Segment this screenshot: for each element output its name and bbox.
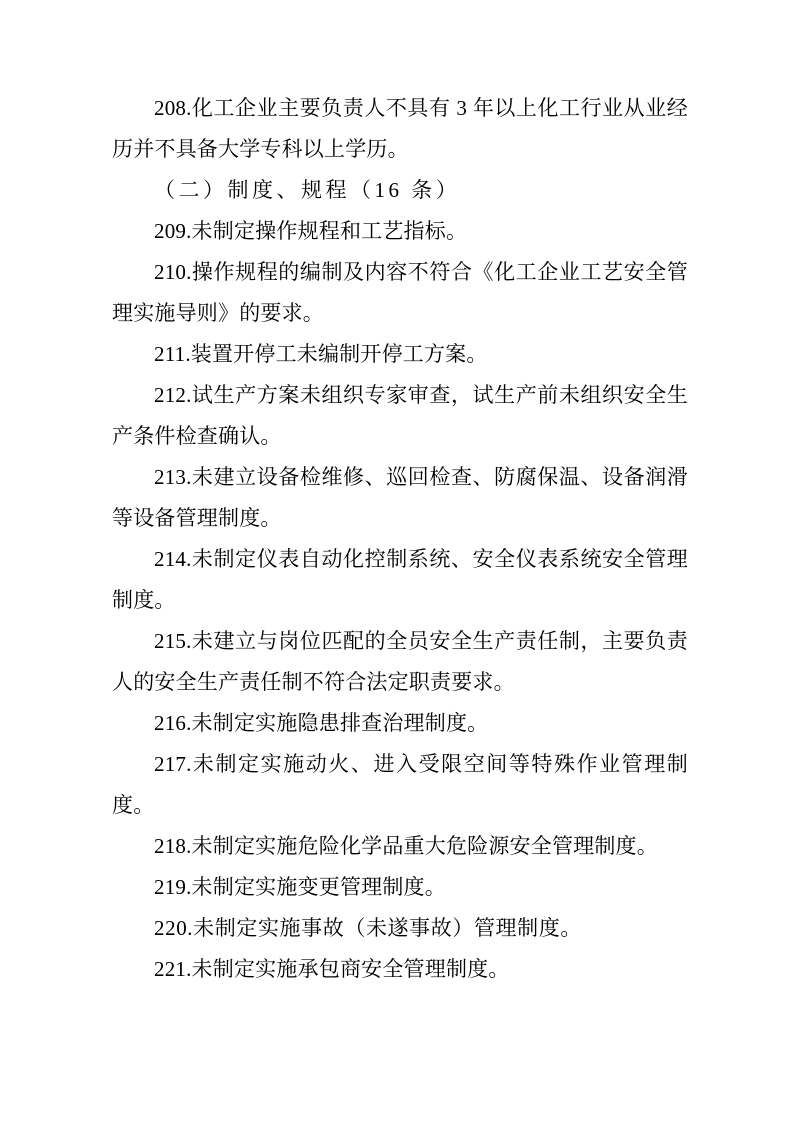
paragraph-item-214: 214.未制定仪表自动化控制系统、安全仪表系统安全管理制度。 — [112, 547, 688, 612]
paragraph-item-217: 217.未制定实施动火、进入受限空间等特殊作业管理制度。 — [112, 752, 688, 817]
paragraph-item-218: 218.未制定实施危险化学品重大危险源安全管理制度。 — [154, 834, 658, 858]
paragraph-item-216: 216.未制定实施隐患排查治理制度。 — [154, 711, 489, 735]
document-body — [112, 88, 688, 990]
paragraph-section-heading-2: （二）制度、规程（16 条） — [154, 178, 461, 202]
paragraph-item-209: 209.未制定操作规程和工艺指标。 — [154, 219, 468, 243]
paragraph-item-210: 210.操作规程的编制及内容不符合《化工企业工艺安全管理实施导则》的要求。 — [112, 260, 688, 325]
paragraph-item-208: 208.化工企业主要负责人不具有 3 年以上化工行业从业经历并不具备大学专科以上学历。 — [112, 96, 688, 161]
paragraph-item-215: 215.未建立与岗位匹配的全员安全生产责任制，主要负责人的安全生产责任制不符合法定职责要求。 — [112, 629, 688, 694]
paragraph-item-219: 219.未制定实施变更管理制度。 — [154, 875, 446, 899]
paragraph-item-213: 213.未建立设备检维修、巡回检查、防腐保温、设备润滑等设备管理制度。 — [112, 465, 688, 530]
paragraph-item-212: 212.试生产方案未组织专家审查，试生产前未组织安全生产条件检查确认。 — [112, 383, 688, 448]
paragraph-item-220: 220.未制定实施事故（未遂事故）管理制度。 — [154, 916, 582, 940]
paragraph-item-221: 221.未制定实施承包商安全管理制度。 — [154, 957, 510, 981]
paragraph-item-211: 211.装置开停工未编制开停工方案。 — [154, 342, 488, 366]
